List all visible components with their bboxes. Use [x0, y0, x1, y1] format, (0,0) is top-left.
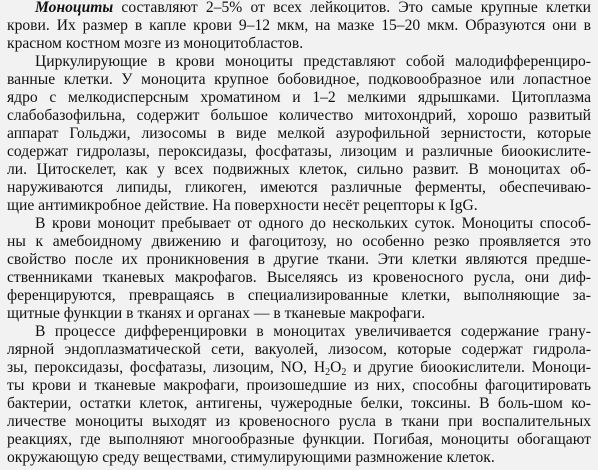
p2-line-6: содержат гидролазы, пероксидазы, фосфатазы, лизоцим и различные биоокислите- [7, 143, 591, 160]
p3-line-6: щитные функции в тканях и органах — в тканевые макрофаги. [7, 305, 426, 322]
p2-line-1: Циркулирующие в крови моноциты представляют собой малодифференциро- [35, 53, 591, 70]
p4-line-6: личестве моноциты выходят из кровеносного русла в ткани при воспалительных [7, 413, 591, 430]
subscript-2: 2 [341, 367, 347, 378]
term-monocytes: Моноциты [35, 0, 114, 16]
p4-line-2: лярной эндоплазматической сети, вакуолей, лизосом, которые содержат гидрола- [7, 341, 591, 358]
p4-line-7: реакциях, где выполняют многообразные функции. Погибая, моноциты обогащают [7, 431, 591, 448]
p4-line-5: бактерии, остатки клеток, антигены, чужеродные белки, токсины. В боль-шом ко- [7, 395, 591, 412]
p3-line-1: В крови моноцит пребывает от одного до нескольких суток. Моноциты способ- [35, 215, 591, 232]
p2-line-5: аппарат Гольджи, лизосомы в виде мелкой азурофильной зернистости, которые [7, 125, 591, 142]
p4-line-8: окружающую среду веществами, стимулирующими размножение клеток. [7, 449, 495, 466]
subscript-2: 2 [325, 367, 331, 378]
p2-line-3: ядро с мелкодисперсным хроматином и 1–2 мелкими ядрышками. Цитоплазма [7, 89, 591, 106]
p2-line-2: ванные клетки. У моноцита крупное бобовидное, подковообразное или лопастное [7, 71, 591, 88]
p4-line-1: В процессе дифференцировки в моноцитах увеличивается содержание грану- [35, 323, 591, 340]
p2-line-7: ли. Цитоскелет, как у всех подвижных клеток, сильно развит. В моноцитах об- [7, 161, 591, 178]
p1-line-3: красном костном мозге из моноцитобластов. [7, 35, 304, 52]
p2-line-9: щие антимикробное действие. На поверхности несёт рецепторы к IgG. [7, 197, 478, 214]
p4-line-3: зы, пероксидазы, фосфатазы, лизоцим, NO, $H_2O_2$ и другие биоокислители. Моноци- [7, 359, 591, 378]
p2-line-4: слабобазофильна, содержит большое количество митохондрий, хорошо развитый [7, 107, 591, 124]
p4-line-4: ты крови и тканевые макрофаги, произошедшие из них, способны фагоцитировать [7, 377, 591, 394]
p3-line-4: ственниками тканевых макрофагов. Выселяясь из кровеносного русла, они диф- [7, 269, 591, 286]
p1-line-2: крови. Их размер в капле крови 9–12 мкм, на мазке 15–20 мкм. Образуются они в [7, 17, 591, 34]
p3-line-2: ны к амебоидному движению и фагоцитозу, но особенно резко проявляется это [7, 233, 591, 250]
p3-line-3: свойство после их проникновения в другие ткани. Эти клетки являются предше- [7, 251, 591, 268]
p1-line-1: Моноциты составляют 2–5% от всех лейкоцитов. Это самые крупные клетки [35, 0, 591, 16]
p2-line-8: наруживаются липиды, гликоген, имеются различные ферменты, обеспечиваю- [7, 179, 591, 196]
p3-line-5: ференцируются, превращаясь в специализированные клетки, выполняющие за- [7, 287, 591, 304]
